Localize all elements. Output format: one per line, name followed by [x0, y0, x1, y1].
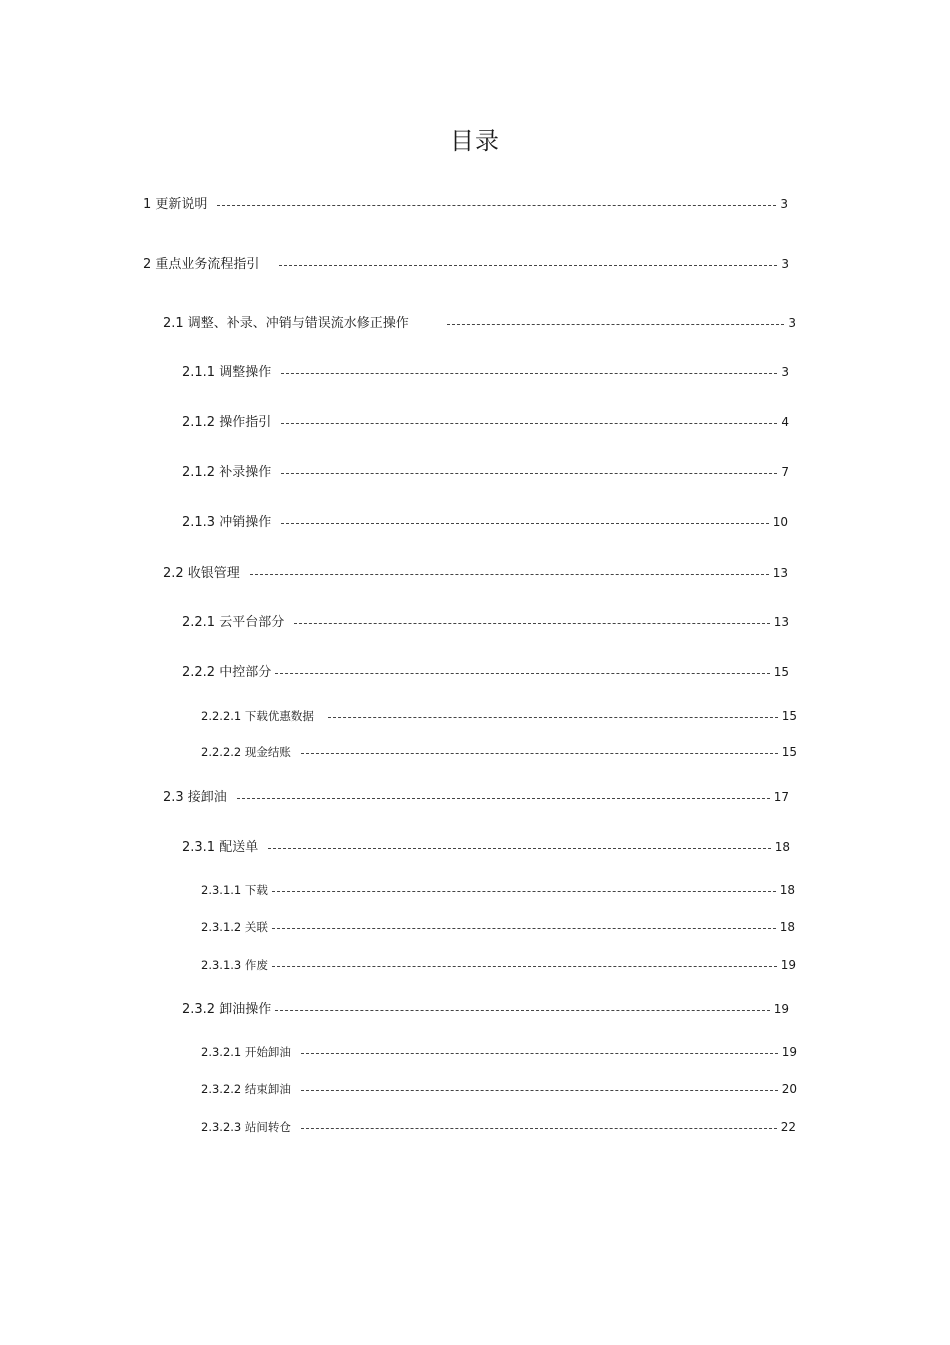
toc-page-number: 3 [780, 197, 788, 211]
toc-entry-text: 2.3.1 配送单 [182, 840, 259, 855]
toc-page-number: 17 [773, 790, 789, 804]
toc-entry[interactable] [201, 1079, 797, 1099]
toc-leader [279, 265, 777, 266]
toc-leader [281, 473, 777, 474]
toc-page-number: 7 [781, 465, 789, 479]
toc-title: 目录 [450, 127, 500, 155]
toc-entry-text: 2.1.2 补录操作 [182, 465, 272, 480]
toc-page-number: 22 [780, 1120, 796, 1134]
toc-leader [272, 928, 776, 929]
toc-entry-text: 2.3.2 卸油操作 [182, 1002, 272, 1017]
toc-entry-text: 2.3.1.1 下载 [201, 883, 268, 897]
toc-entry[interactable] [163, 313, 796, 333]
toc-entry[interactable] [143, 194, 788, 214]
toc-leader [301, 753, 778, 754]
toc-entry[interactable] [163, 563, 788, 583]
toc-entry[interactable] [182, 412, 789, 432]
toc-entry[interactable] [201, 706, 797, 726]
toc-page-number: 13 [773, 615, 789, 629]
toc-leader [294, 623, 770, 624]
toc-entry[interactable] [182, 362, 789, 382]
toc-page-number: 19 [773, 1002, 789, 1016]
toc-entry[interactable] [182, 462, 789, 482]
toc-entry[interactable] [182, 612, 789, 632]
toc-page-number: 15 [781, 745, 797, 759]
toc-leader [301, 1053, 778, 1054]
toc-page-number: 3 [781, 257, 789, 271]
toc-entry-text: 2.2 收银管理 [163, 566, 240, 581]
toc-entry-text: 2 重点业务流程指引 [143, 257, 260, 272]
toc-leader [275, 1010, 770, 1011]
toc-leader [275, 673, 770, 674]
toc-entry-text: 2.3.2.3 站间转仓 [201, 1120, 291, 1134]
toc-page-number: 19 [780, 958, 796, 972]
toc-entry-text: 2.3.2.1 开始卸油 [201, 1045, 291, 1059]
toc-entry[interactable] [201, 880, 795, 900]
toc-leader [272, 891, 776, 892]
toc-entry[interactable] [201, 1042, 797, 1062]
toc-leader [301, 1090, 778, 1091]
toc-entry-text: 1 更新说明 [143, 197, 208, 212]
toc-page-number: 18 [779, 920, 795, 934]
toc-leader [301, 1128, 777, 1129]
toc-leader [281, 423, 777, 424]
toc-entry-text: 2.2.2.2 现金结账 [201, 745, 291, 759]
toc-page-number: 10 [772, 515, 788, 529]
toc-entry-text: 2.3 接卸油 [163, 790, 227, 805]
toc-leader [217, 205, 776, 206]
toc-entry-text: 2.2.2.1 下载优惠数据 [201, 709, 314, 723]
toc-entry-text: 2.1.1 调整操作 [182, 365, 272, 380]
toc-leader [447, 324, 785, 325]
toc-page-number: 18 [779, 883, 795, 897]
toc-leader [237, 798, 770, 799]
toc-entry-text: 2.1.3 冲销操作 [182, 515, 272, 530]
toc-leader [281, 373, 777, 374]
toc-entry-text: 2.2.2 中控部分 [182, 665, 272, 680]
toc-page-number: 15 [773, 665, 789, 679]
toc-entry[interactable] [143, 254, 789, 274]
toc-page-number: 3 [781, 365, 789, 379]
toc-entry-text: 2.1.2 操作指引 [182, 415, 272, 430]
toc-entry[interactable] [182, 662, 789, 682]
toc-entry[interactable] [201, 742, 797, 762]
toc-leader [281, 523, 769, 524]
toc-leader [268, 848, 771, 849]
toc-entry[interactable] [182, 512, 788, 532]
toc-entry[interactable] [163, 787, 789, 807]
toc-entry[interactable] [201, 917, 795, 937]
toc-page-number: 20 [781, 1082, 797, 1096]
toc-entry[interactable] [201, 955, 796, 975]
toc-leader [328, 717, 778, 718]
toc-page-number: 18 [774, 840, 790, 854]
toc-leader [272, 966, 777, 967]
toc-page-number: 3 [788, 316, 796, 330]
toc-page-number: 19 [781, 1045, 797, 1059]
toc-entry-text: 2.3.1.3 作废 [201, 958, 268, 972]
toc-entry[interactable] [201, 1117, 796, 1137]
toc-entry-text: 2.3.1.2 关联 [201, 920, 268, 934]
toc-entry[interactable] [182, 837, 790, 857]
toc-page-number: 4 [781, 415, 789, 429]
toc-page-number: 15 [781, 709, 797, 723]
toc-entry-text: 2.2.1 云平台部分 [182, 615, 285, 630]
toc-leader [250, 574, 769, 575]
toc-page-number: 13 [772, 566, 788, 580]
toc-entry-text: 2.3.2.2 结束卸油 [201, 1082, 291, 1096]
toc-entry[interactable] [182, 999, 789, 1019]
toc-entry-text: 2.1 调整、补录、冲销与错误流水修正操作 [163, 316, 409, 331]
